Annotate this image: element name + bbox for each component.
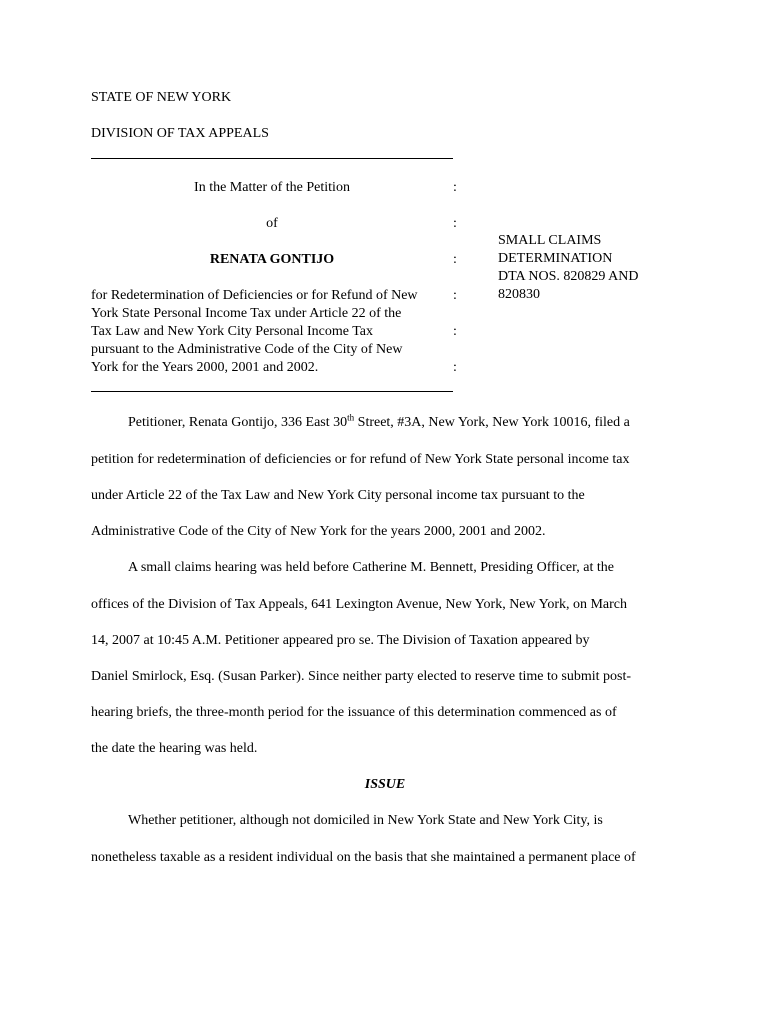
caption-colon: :	[453, 180, 457, 195]
determination-line: DETERMINATION	[498, 251, 613, 266]
paragraph-line: Daniel Smirlock, Esq. (Susan Parker). Since neither party elected to reserve time to submit post-	[91, 669, 632, 684]
issue-heading: ISSUE	[364, 777, 406, 792]
determination-line: 820830	[498, 287, 540, 302]
caption-purpose-line: York for the Years 2000, 2001 and 2002.	[91, 360, 319, 375]
paragraph-line: hearing briefs, the three-month period for the issuance of this determination commenced as of	[91, 705, 617, 720]
paragraph-line: 14, 2007 at 10:45 A.M. Petitioner appeared pro se. The Division of Taxation appeared by	[91, 633, 590, 648]
paragraph-line: offices of the Division of Tax Appeals, 641 Lexington Avenue, New York, New York, on March	[91, 597, 628, 612]
paragraph-line: Whether petitioner, although not domiciled in New York State and New York City, is	[128, 813, 603, 828]
paragraph-line: nonetheless taxable as a resident individual on the basis that she maintained a permanent place of	[91, 850, 636, 865]
paragraph-line: petition for redetermination of deficiencies or for refund of New York State personal income tax	[91, 452, 630, 467]
determination-label	[498, 232, 638, 304]
caption-colon: :	[453, 252, 457, 267]
paragraph-line: under Article 22 of the Tax Law and New York City personal income tax pursuant to the	[91, 488, 585, 503]
caption-top-rule	[91, 158, 453, 159]
caption-purpose-line: York State Personal Income Tax under Article 22 of the	[91, 306, 402, 321]
paragraph-text: Petitioner, Renata Gontijo, 336 East 30	[128, 415, 348, 430]
paragraph-line: A small claims hearing was held before Catherine M. Bennett, Presiding Officer, at the	[128, 560, 614, 575]
paragraph-line: the date the hearing was held.	[91, 741, 258, 756]
determination-line: SMALL CLAIMS	[498, 233, 602, 248]
caption-bottom-rule	[91, 391, 453, 392]
paragraph-line: Administrative Code of the City of New York for the years 2000, 2001 and 2002.	[91, 524, 546, 539]
determination-line: DTA NOS. 820829 AND	[498, 269, 639, 284]
state-heading: STATE OF NEW YORK	[91, 90, 232, 105]
caption-colon: :	[453, 216, 457, 231]
caption-petitioner-name: RENATA GONTIJO	[209, 252, 335, 267]
ordinal-suffix: th	[347, 412, 355, 423]
caption-colon: :	[453, 324, 457, 339]
caption-colon: :	[453, 288, 457, 303]
caption-matter: In the Matter of the Petition	[194, 180, 350, 195]
caption-purpose-line: Tax Law and New York City Personal Income Tax	[91, 324, 374, 339]
caption-of: of	[266, 216, 278, 231]
paragraph-line	[128, 414, 630, 432]
paragraph-text: Street, #3A, New York, New York 10016, filed a	[354, 415, 630, 430]
caption-purpose-line: for Redetermination of Deficiencies or for Refund of New	[91, 288, 418, 303]
caption-colon: :	[453, 360, 457, 375]
division-heading: DIVISION OF TAX APPEALS	[91, 126, 269, 141]
caption-purpose-line: pursuant to the Administrative Code of the City of New	[91, 342, 403, 357]
